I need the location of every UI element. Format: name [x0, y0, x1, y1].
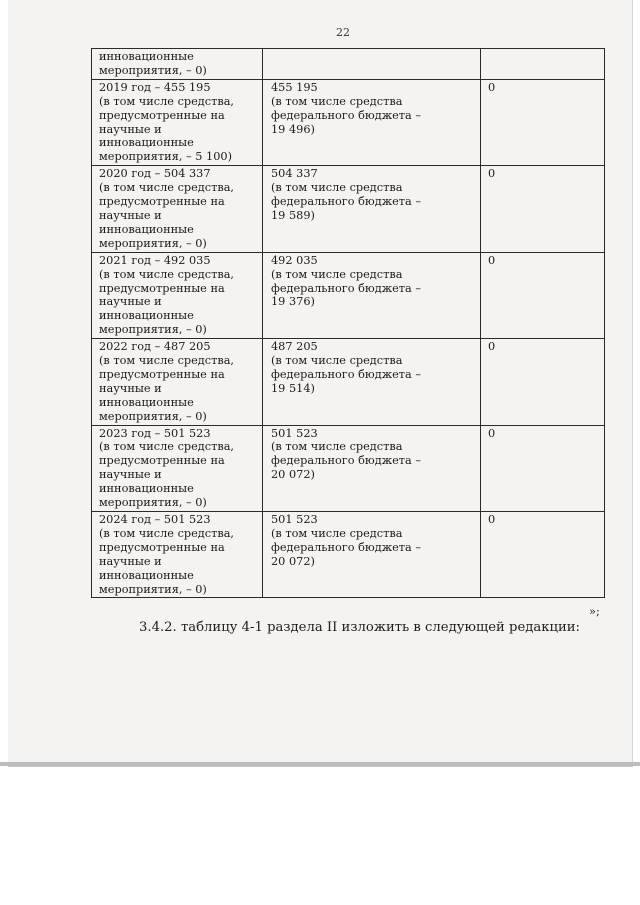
table-cell-col1	[92, 512, 263, 598]
cell-line: 19 514)	[271, 381, 315, 395]
cell-line: инновационные	[99, 50, 194, 63]
cell-line: 455 195	[271, 80, 318, 94]
cell-line: 0	[488, 513, 496, 526]
cell-line: мероприятия, – 0)	[99, 409, 207, 423]
cell-line: 0	[488, 426, 496, 440]
cell-line: научные и	[99, 295, 162, 309]
cell-line: мероприятия, – 0)	[99, 63, 207, 77]
cell-line: предусмотренные на	[99, 195, 225, 209]
cell-line: инновационные	[99, 395, 194, 409]
cell-line: инновационные	[99, 309, 194, 323]
table-cell-col2	[263, 252, 481, 338]
cell-line: 2024 год – 501 523	[99, 513, 211, 526]
table-row	[92, 512, 605, 598]
table-cell-col2	[263, 79, 481, 165]
cell-line: 20 072)	[271, 468, 315, 482]
cell-line: предусмотренные на	[99, 367, 225, 381]
amendment-instruction: 3.4.2. таблицу 4-1 раздела II изложить в следующей редакции:	[139, 620, 580, 635]
cell-line: (в том числе средства	[271, 94, 403, 108]
cell-line: 2022 год – 487 205	[99, 340, 211, 354]
cell-line: (в том числе средства	[271, 440, 403, 454]
cell-line: предусмотренные на	[99, 454, 225, 468]
table-cell-col3	[481, 166, 605, 252]
cell-line: 487 205	[271, 340, 318, 354]
table-cell-col3	[481, 512, 605, 598]
cell-line: 2023 год – 501 523	[99, 426, 211, 440]
cell-line: инновационные	[99, 222, 194, 236]
table-row	[92, 49, 605, 80]
cell-line: федерального бюджета –	[271, 367, 421, 381]
cell-line: научные и	[99, 468, 162, 482]
table-cell-col2	[263, 425, 481, 511]
table-row	[92, 166, 605, 252]
cell-line: научные и	[99, 554, 162, 568]
table-cell-col2	[263, 512, 481, 598]
cell-line: 501 523	[271, 426, 318, 440]
cell-line: инновационные	[99, 482, 194, 496]
cell-line: федерального бюджета –	[271, 108, 421, 122]
cell-line: (в том числе средства	[271, 181, 403, 195]
cell-line: предусмотренные на	[99, 108, 225, 122]
table-row	[92, 252, 605, 338]
cell-line: мероприятия, – 0)	[99, 323, 207, 337]
cell-line: научные и	[99, 122, 162, 136]
table-cell-col2	[263, 166, 481, 252]
cell-line: 501 523	[271, 513, 318, 526]
cell-line: (в том числе средства,	[99, 440, 235, 454]
table-cell-col1	[92, 339, 263, 425]
cell-line: (в том числе средства,	[99, 526, 235, 540]
cell-line: 2020 год – 504 337	[99, 167, 211, 181]
cell-line: федерального бюджета –	[271, 195, 421, 209]
cell-line: (в том числе средства,	[99, 267, 235, 281]
table-cell-col3	[481, 79, 605, 165]
cell-line: 19 589)	[271, 208, 315, 222]
table-row	[92, 79, 605, 165]
table-cell-col3	[481, 252, 605, 338]
cell-line: 0	[488, 253, 496, 267]
closing-quote: »;	[589, 604, 600, 618]
cell-line: 2019 год – 455 195	[99, 80, 211, 94]
cell-line: 20 072)	[271, 554, 315, 568]
cell-line: научные и	[99, 208, 162, 222]
cell-line: научные и	[99, 381, 162, 395]
cell-line: федерального бюджета –	[271, 540, 421, 554]
cell-line: мероприятия, – 0)	[99, 236, 207, 250]
cell-line: инновационные	[99, 136, 194, 150]
cell-line: (в том числе средства	[271, 526, 403, 540]
cell-line: 2021 год – 492 035	[99, 253, 211, 267]
funding-table-body	[92, 49, 605, 598]
cell-line: (в том числе средства,	[99, 181, 235, 195]
table-cell-col1	[92, 425, 263, 511]
cell-line: инновационные	[99, 568, 194, 582]
cell-line: мероприятия, – 5 100)	[99, 150, 232, 164]
table-cell-col2	[263, 49, 481, 80]
table-cell-col3	[481, 339, 605, 425]
cell-line: 504 337	[271, 167, 318, 181]
cell-line: федерального бюджета –	[271, 454, 421, 468]
table-row	[92, 425, 605, 511]
cell-line: 19 496)	[271, 122, 315, 136]
table-cell-col1	[92, 166, 263, 252]
table-cell-col1	[92, 49, 263, 80]
cell-line: 0	[488, 167, 496, 181]
funding-table	[91, 48, 605, 598]
cell-line: предусмотренные на	[99, 281, 225, 295]
cell-line: 0	[488, 80, 496, 94]
page-number: 22	[336, 26, 350, 39]
cell-line: предусмотренные на	[99, 540, 225, 554]
cell-line: мероприятия, – 0)	[99, 496, 207, 510]
table-cell-col2	[263, 339, 481, 425]
table-cell-col3	[481, 49, 605, 80]
table-cell-col1	[92, 79, 263, 165]
cell-line: 492 035	[271, 253, 318, 267]
cell-line: (в том числе средства,	[99, 354, 235, 368]
cell-line: (в том числе средства	[271, 354, 403, 368]
table-row	[92, 339, 605, 425]
cell-line: 0	[488, 340, 496, 354]
table-cell-col1	[92, 252, 263, 338]
table-cell-col3	[481, 425, 605, 511]
cell-line: мероприятия, – 0)	[99, 582, 207, 596]
cell-line: (в том числе средства	[271, 267, 403, 281]
cell-line: федерального бюджета –	[271, 281, 421, 295]
cell-line: (в том числе средства,	[99, 94, 235, 108]
cell-line: 19 376)	[271, 295, 315, 309]
